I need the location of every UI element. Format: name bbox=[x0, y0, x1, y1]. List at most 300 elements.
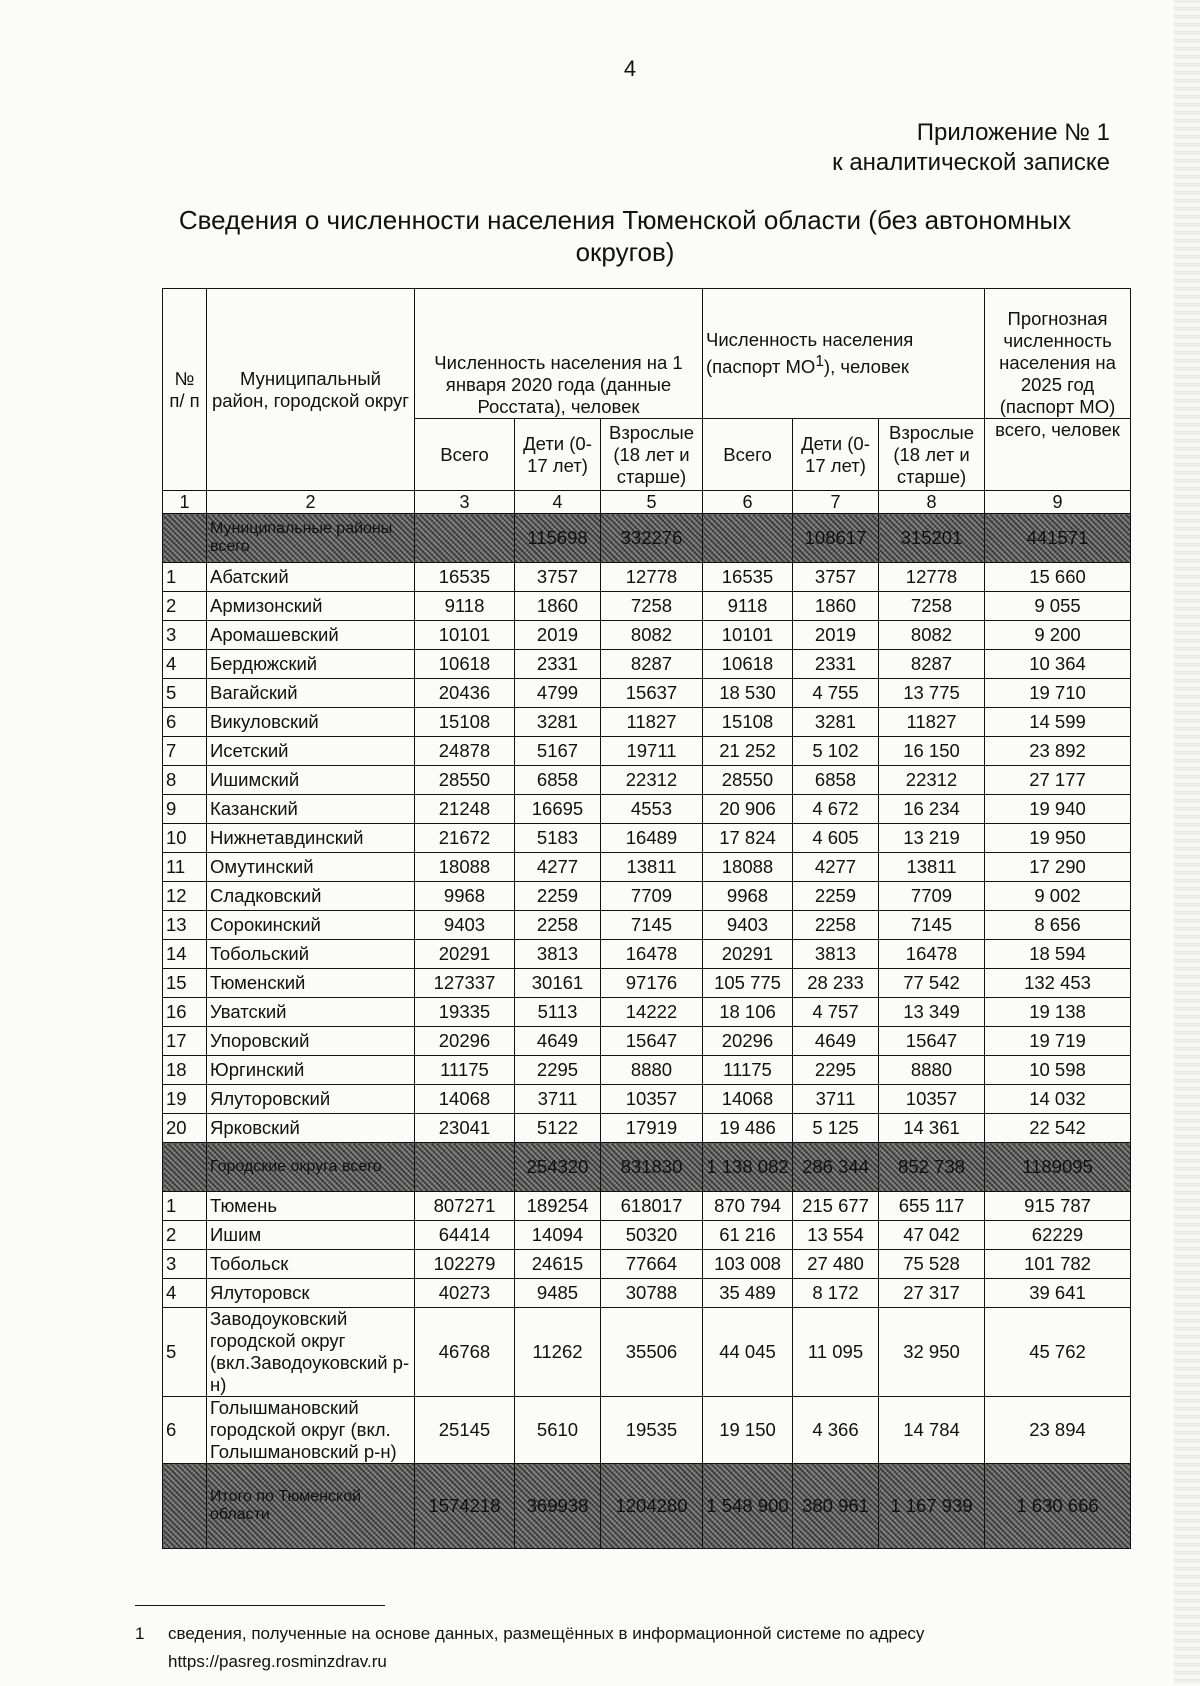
value-cell: 18 530 bbox=[703, 679, 793, 708]
table-row bbox=[163, 853, 1131, 882]
value-cell: 915 787 bbox=[985, 1192, 1131, 1221]
table-row bbox=[163, 737, 1131, 766]
value-cell: 3711 bbox=[515, 1085, 601, 1114]
column-number: 9 bbox=[985, 491, 1131, 514]
value-cell: 20291 bbox=[415, 940, 515, 969]
value-cell: 15108 bbox=[703, 708, 793, 737]
value-cell: 9968 bbox=[415, 882, 515, 911]
value-cell: 14 032 bbox=[985, 1085, 1131, 1114]
value-cell: 10618 bbox=[703, 650, 793, 679]
value-cell: 24615 bbox=[515, 1250, 601, 1279]
row-label: Городские округа всего bbox=[207, 1143, 415, 1192]
value-cell: 13 349 bbox=[879, 998, 985, 1027]
column-number: 3 bbox=[415, 491, 515, 514]
value-cell: 2295 bbox=[793, 1056, 879, 1085]
value-cell: 8 656 bbox=[985, 911, 1131, 940]
value-cell: 1860 bbox=[515, 592, 601, 621]
row-name: Голышмановский городской округ (вкл. Голышмановский р-н) bbox=[207, 1397, 415, 1464]
footnote bbox=[135, 1620, 1035, 1676]
value-cell: 1189095 bbox=[985, 1143, 1131, 1192]
value-cell: 12778 bbox=[879, 563, 985, 592]
value-cell: 1 167 939 bbox=[879, 1464, 985, 1549]
value-cell: 9 200 bbox=[985, 621, 1131, 650]
value-cell: 4553 bbox=[601, 795, 703, 824]
value-cell: 47 042 bbox=[879, 1221, 985, 1250]
value-cell: 127337 bbox=[415, 969, 515, 998]
value-cell: 10101 bbox=[415, 621, 515, 650]
title-line-2: округов) bbox=[575, 237, 675, 267]
row-name: Ярковский bbox=[207, 1114, 415, 1143]
header-forecast-group: Прогнозная численность населения на 2025 год (паспорт МО) bbox=[985, 289, 1131, 419]
value-cell: 20436 bbox=[415, 679, 515, 708]
value-cell: 3757 bbox=[793, 563, 879, 592]
row-index: 20 bbox=[163, 1114, 207, 1143]
row-name: Сладковский bbox=[207, 882, 415, 911]
footnote-separator bbox=[135, 1605, 385, 1606]
column-number: 6 bbox=[703, 491, 793, 514]
value-cell: 21 252 bbox=[703, 737, 793, 766]
value-cell: 75 528 bbox=[879, 1250, 985, 1279]
table-row bbox=[163, 882, 1131, 911]
value-cell: 2331 bbox=[515, 650, 601, 679]
value-cell: 13811 bbox=[601, 853, 703, 882]
table-body bbox=[163, 491, 1131, 1549]
row-name: Омутинский bbox=[207, 853, 415, 882]
row-index: 14 bbox=[163, 940, 207, 969]
row-name: Исетский bbox=[207, 737, 415, 766]
value-cell: 19711 bbox=[601, 737, 703, 766]
footnote-text: сведения, полученные на основе данных, размещённых в информационной системе по адресу bbox=[168, 1624, 925, 1643]
value-cell: 13 219 bbox=[879, 824, 985, 853]
value-cell: 27 480 bbox=[793, 1250, 879, 1279]
value-cell: 12778 bbox=[601, 563, 703, 592]
row-index: 19 bbox=[163, 1085, 207, 1114]
value-cell: 807271 bbox=[415, 1192, 515, 1221]
row-index: 1 bbox=[163, 563, 207, 592]
row-index: 12 bbox=[163, 882, 207, 911]
value-cell: 132 453 bbox=[985, 969, 1131, 998]
value-cell: 10618 bbox=[415, 650, 515, 679]
row-index: 18 bbox=[163, 1056, 207, 1085]
value-cell: 215 677 bbox=[793, 1192, 879, 1221]
value-cell: 10 598 bbox=[985, 1056, 1131, 1085]
value-cell: 9403 bbox=[703, 911, 793, 940]
value-cell: 1204280 bbox=[601, 1464, 703, 1549]
value-cell: 16535 bbox=[703, 563, 793, 592]
row-name: Ялуторовск bbox=[207, 1279, 415, 1308]
value-cell: 5 125 bbox=[793, 1114, 879, 1143]
value-cell: 15108 bbox=[415, 708, 515, 737]
row-index: 3 bbox=[163, 621, 207, 650]
header-forecast-total: всего, человек bbox=[985, 419, 1131, 491]
value-cell: 10101 bbox=[703, 621, 793, 650]
value-cell: 6858 bbox=[793, 766, 879, 795]
row-index: 2 bbox=[163, 592, 207, 621]
value-cell: 5167 bbox=[515, 737, 601, 766]
value-cell: 102279 bbox=[415, 1250, 515, 1279]
value-cell: 9 002 bbox=[985, 882, 1131, 911]
row-name: Викуловский bbox=[207, 708, 415, 737]
row-index: 13 bbox=[163, 911, 207, 940]
value-cell: 3281 bbox=[515, 708, 601, 737]
value-cell: 18 106 bbox=[703, 998, 793, 1027]
row-name: Армизонский bbox=[207, 592, 415, 621]
value-cell: 369938 bbox=[515, 1464, 601, 1549]
table-row bbox=[163, 650, 1131, 679]
value-cell: 286 344 bbox=[793, 1143, 879, 1192]
value-cell: 28 233 bbox=[793, 969, 879, 998]
value-cell: 17 290 bbox=[985, 853, 1131, 882]
value-cell: 11827 bbox=[879, 708, 985, 737]
value-cell: 9118 bbox=[415, 592, 515, 621]
value-cell: 1860 bbox=[793, 592, 879, 621]
value-cell: 40273 bbox=[415, 1279, 515, 1308]
column-number: 4 bbox=[515, 491, 601, 514]
districts-total-row bbox=[163, 514, 1131, 563]
value-cell: 23 894 bbox=[985, 1397, 1131, 1464]
row-index: 6 bbox=[163, 1397, 207, 1464]
value-cell: 315201 bbox=[879, 514, 985, 563]
value-cell: 2019 bbox=[793, 621, 879, 650]
value-cell: 19 150 bbox=[703, 1397, 793, 1464]
value-cell: 24878 bbox=[415, 737, 515, 766]
value-cell: 22312 bbox=[601, 766, 703, 795]
value-cell: 19 138 bbox=[985, 998, 1131, 1027]
value-cell: 61 216 bbox=[703, 1221, 793, 1250]
value-cell: 9118 bbox=[703, 592, 793, 621]
value-cell: 3711 bbox=[793, 1085, 879, 1114]
header-rosstat-children: Дети (0-17 лет) bbox=[515, 419, 601, 491]
value-cell: 17 824 bbox=[703, 824, 793, 853]
value-cell: 7145 bbox=[601, 911, 703, 940]
column-number: 7 bbox=[793, 491, 879, 514]
table-row bbox=[163, 795, 1131, 824]
value-cell: 14094 bbox=[515, 1221, 601, 1250]
value-cell: 25145 bbox=[415, 1397, 515, 1464]
value-cell: 11175 bbox=[415, 1056, 515, 1085]
table-row bbox=[163, 998, 1131, 1027]
value-cell: 189254 bbox=[515, 1192, 601, 1221]
table-row bbox=[163, 708, 1131, 737]
value-cell: 13811 bbox=[879, 853, 985, 882]
value-cell: 4 757 bbox=[793, 998, 879, 1027]
row-name: Аромашевский bbox=[207, 621, 415, 650]
value-cell: 2295 bbox=[515, 1056, 601, 1085]
row-index: 4 bbox=[163, 1279, 207, 1308]
row-index bbox=[163, 514, 207, 563]
column-number: 1 bbox=[163, 491, 207, 514]
value-cell: 19535 bbox=[601, 1397, 703, 1464]
value-cell: 1574218 bbox=[415, 1464, 515, 1549]
column-number: 5 bbox=[601, 491, 703, 514]
value-cell: 28550 bbox=[415, 766, 515, 795]
row-index: 6 bbox=[163, 708, 207, 737]
document-title bbox=[150, 204, 1100, 268]
table-row bbox=[163, 766, 1131, 795]
value-cell: 77664 bbox=[601, 1250, 703, 1279]
value-cell: 16535 bbox=[415, 563, 515, 592]
value-cell: 4649 bbox=[515, 1027, 601, 1056]
row-index: 3 bbox=[163, 1250, 207, 1279]
value-cell: 618017 bbox=[601, 1192, 703, 1221]
row-name: Тюмень bbox=[207, 1192, 415, 1221]
table-row bbox=[163, 679, 1131, 708]
value-cell: 20291 bbox=[703, 940, 793, 969]
value-cell: 5122 bbox=[515, 1114, 601, 1143]
value-cell: 4277 bbox=[793, 853, 879, 882]
row-name: Вагайский bbox=[207, 679, 415, 708]
value-cell: 14068 bbox=[703, 1085, 793, 1114]
table-row bbox=[163, 1279, 1131, 1308]
table-row bbox=[163, 1056, 1131, 1085]
row-name: Нижнетавдинский bbox=[207, 824, 415, 853]
value-cell: 441571 bbox=[985, 514, 1131, 563]
value-cell: 13 554 bbox=[793, 1221, 879, 1250]
value-cell: 15647 bbox=[879, 1027, 985, 1056]
appendix-line-1: Приложение № 1 bbox=[916, 119, 1110, 146]
value-cell: 8287 bbox=[879, 650, 985, 679]
value-cell: 16478 bbox=[601, 940, 703, 969]
row-index bbox=[163, 1464, 207, 1549]
column-number: 8 bbox=[879, 491, 985, 514]
value-cell: 2019 bbox=[515, 621, 601, 650]
value-cell: 10357 bbox=[879, 1085, 985, 1114]
table-row bbox=[163, 563, 1131, 592]
value-cell: 45 762 bbox=[985, 1308, 1131, 1397]
row-index: 11 bbox=[163, 853, 207, 882]
row-name: Заводоуковский городской округ (вкл.Заводоуковский р-н) bbox=[207, 1308, 415, 1397]
row-name: Казанский bbox=[207, 795, 415, 824]
column-number-row bbox=[163, 491, 1131, 514]
value-cell: 8880 bbox=[879, 1056, 985, 1085]
value-cell: 332276 bbox=[601, 514, 703, 563]
appendix-caption bbox=[832, 118, 1110, 178]
value-cell: 20 906 bbox=[703, 795, 793, 824]
table-row bbox=[163, 824, 1131, 853]
header-passport-total: Всего bbox=[703, 419, 793, 491]
value-cell: 17919 bbox=[601, 1114, 703, 1143]
value-cell: 115698 bbox=[515, 514, 601, 563]
value-cell: 10357 bbox=[601, 1085, 703, 1114]
value-cell: 5 102 bbox=[793, 737, 879, 766]
row-index: 9 bbox=[163, 795, 207, 824]
table-row bbox=[163, 1192, 1131, 1221]
value-cell: 23041 bbox=[415, 1114, 515, 1143]
value-cell: 7258 bbox=[601, 592, 703, 621]
appendix-line-2: к аналитической записке bbox=[832, 149, 1110, 176]
value-cell: 5113 bbox=[515, 998, 601, 1027]
value-cell: 380 961 bbox=[793, 1464, 879, 1549]
value-cell: 16695 bbox=[515, 795, 601, 824]
header-district: Муниципальный район, городской округ bbox=[207, 289, 415, 491]
value-cell: 14 784 bbox=[879, 1397, 985, 1464]
value-cell: 4 755 bbox=[793, 679, 879, 708]
row-index: 4 bbox=[163, 650, 207, 679]
footnote-ref: 1 bbox=[815, 352, 824, 370]
value-cell: 8082 bbox=[601, 621, 703, 650]
row-name: Бердюжский bbox=[207, 650, 415, 679]
value-cell: 15637 bbox=[601, 679, 703, 708]
column-number: 2 bbox=[207, 491, 415, 514]
value-cell: 16 150 bbox=[879, 737, 985, 766]
value-cell: 8287 bbox=[601, 650, 703, 679]
value-cell: 8 172 bbox=[793, 1279, 879, 1308]
value-cell: 3813 bbox=[793, 940, 879, 969]
cities-total-row bbox=[163, 1143, 1131, 1192]
value-cell: 103 008 bbox=[703, 1250, 793, 1279]
value-cell: 14 361 bbox=[879, 1114, 985, 1143]
value-cell: 18 594 bbox=[985, 940, 1131, 969]
row-name: Абатский bbox=[207, 563, 415, 592]
value-cell: 15647 bbox=[601, 1027, 703, 1056]
value-cell: 16478 bbox=[879, 940, 985, 969]
value-cell bbox=[415, 514, 515, 563]
value-cell: 7709 bbox=[879, 882, 985, 911]
row-index: 1 bbox=[163, 1192, 207, 1221]
value-cell: 14222 bbox=[601, 998, 703, 1027]
row-index: 7 bbox=[163, 737, 207, 766]
value-cell: 21248 bbox=[415, 795, 515, 824]
value-cell: 35 489 bbox=[703, 1279, 793, 1308]
value-cell: 30161 bbox=[515, 969, 601, 998]
row-name: Тобольский bbox=[207, 940, 415, 969]
value-cell: 2258 bbox=[793, 911, 879, 940]
row-name: Юргинский bbox=[207, 1056, 415, 1085]
footnote-url: https://pasreg.rosminzdrav.ru bbox=[168, 1652, 387, 1671]
value-cell: 39 641 bbox=[985, 1279, 1131, 1308]
row-name: Тюменский bbox=[207, 969, 415, 998]
row-name: Упоровский bbox=[207, 1027, 415, 1056]
row-label: Итого по Тюменской области bbox=[207, 1464, 415, 1549]
value-cell: 831830 bbox=[601, 1143, 703, 1192]
value-cell: 9485 bbox=[515, 1279, 601, 1308]
value-cell: 9 055 bbox=[985, 592, 1131, 621]
value-cell: 11262 bbox=[515, 1308, 601, 1397]
passport-group-text-b: ), человек bbox=[823, 356, 909, 378]
grand-total-row bbox=[163, 1464, 1131, 1549]
value-cell: 32 950 bbox=[879, 1308, 985, 1397]
value-cell: 18088 bbox=[415, 853, 515, 882]
header-rosstat-adults: Взрослые (18 лет и старше) bbox=[601, 419, 703, 491]
value-cell: 5183 bbox=[515, 824, 601, 853]
value-cell: 3757 bbox=[515, 563, 601, 592]
value-cell: 254320 bbox=[515, 1143, 601, 1192]
value-cell: 3813 bbox=[515, 940, 601, 969]
table-row bbox=[163, 1221, 1131, 1250]
value-cell: 27 317 bbox=[879, 1279, 985, 1308]
title-line-1: Сведения о численности населения Тюменской области (без автономных bbox=[178, 205, 1072, 235]
value-cell: 4 605 bbox=[793, 824, 879, 853]
value-cell: 46768 bbox=[415, 1308, 515, 1397]
value-cell: 8082 bbox=[879, 621, 985, 650]
table-row bbox=[163, 1250, 1131, 1279]
value-cell: 2259 bbox=[793, 882, 879, 911]
value-cell: 7709 bbox=[601, 882, 703, 911]
table-row bbox=[163, 911, 1131, 940]
value-cell: 852 738 bbox=[879, 1143, 985, 1192]
value-cell: 44 045 bbox=[703, 1308, 793, 1397]
table-row bbox=[163, 940, 1131, 969]
row-index: 16 bbox=[163, 998, 207, 1027]
value-cell: 22312 bbox=[879, 766, 985, 795]
value-cell: 11175 bbox=[703, 1056, 793, 1085]
value-cell: 101 782 bbox=[985, 1250, 1131, 1279]
value-cell: 77 542 bbox=[879, 969, 985, 998]
value-cell: 4 366 bbox=[793, 1397, 879, 1464]
value-cell: 108617 bbox=[793, 514, 879, 563]
value-cell: 64414 bbox=[415, 1221, 515, 1250]
value-cell: 4277 bbox=[515, 853, 601, 882]
value-cell: 4799 bbox=[515, 679, 601, 708]
value-cell: 4 672 bbox=[793, 795, 879, 824]
value-cell: 50320 bbox=[601, 1221, 703, 1250]
table-row bbox=[163, 1114, 1131, 1143]
value-cell: 10 364 bbox=[985, 650, 1131, 679]
population-table bbox=[162, 288, 1131, 1549]
value-cell: 19 719 bbox=[985, 1027, 1131, 1056]
value-cell: 1 138 082 bbox=[703, 1143, 793, 1192]
row-index: 5 bbox=[163, 1308, 207, 1397]
value-cell: 9968 bbox=[703, 882, 793, 911]
row-label: Муниципальные районы всего bbox=[207, 514, 415, 563]
row-index bbox=[163, 1143, 207, 1192]
header-rosstat-group: Численность населения на 1 января 2020 года (данные Росстата), человек bbox=[415, 289, 703, 419]
value-cell: 655 117 bbox=[879, 1192, 985, 1221]
value-cell: 30788 bbox=[601, 1279, 703, 1308]
row-name: Ишимский bbox=[207, 766, 415, 795]
row-index: 5 bbox=[163, 679, 207, 708]
value-cell: 27 177 bbox=[985, 766, 1131, 795]
row-name: Сорокинский bbox=[207, 911, 415, 940]
row-name: Ялуторовский bbox=[207, 1085, 415, 1114]
value-cell: 9403 bbox=[415, 911, 515, 940]
value-cell: 23 892 bbox=[985, 737, 1131, 766]
value-cell: 20296 bbox=[415, 1027, 515, 1056]
value-cell: 20296 bbox=[703, 1027, 793, 1056]
value-cell: 19 940 bbox=[985, 795, 1131, 824]
value-cell: 19 710 bbox=[985, 679, 1131, 708]
value-cell: 19 486 bbox=[703, 1114, 793, 1143]
header-rosstat-total: Всего bbox=[415, 419, 515, 491]
value-cell: 2331 bbox=[793, 650, 879, 679]
row-name: Ишим bbox=[207, 1221, 415, 1250]
row-name: Уватский bbox=[207, 998, 415, 1027]
row-name: Тобольск bbox=[207, 1250, 415, 1279]
value-cell: 1 630 666 bbox=[985, 1464, 1131, 1549]
scan-edge bbox=[1174, 0, 1200, 1686]
table-row bbox=[163, 1027, 1131, 1056]
value-cell: 62229 bbox=[985, 1221, 1131, 1250]
value-cell: 19 950 bbox=[985, 824, 1131, 853]
value-cell: 97176 bbox=[601, 969, 703, 998]
table-row bbox=[163, 1085, 1131, 1114]
value-cell: 21672 bbox=[415, 824, 515, 853]
table-row bbox=[163, 1308, 1131, 1397]
value-cell: 11 095 bbox=[793, 1308, 879, 1397]
row-index: 10 bbox=[163, 824, 207, 853]
header-passport-group bbox=[703, 289, 985, 419]
header-passport-adults: Взрослые (18 лет и старше) bbox=[879, 419, 985, 491]
value-cell: 3281 bbox=[793, 708, 879, 737]
value-cell: 13 775 bbox=[879, 679, 985, 708]
value-cell: 105 775 bbox=[703, 969, 793, 998]
table-row bbox=[163, 592, 1131, 621]
value-cell: 35506 bbox=[601, 1308, 703, 1397]
value-cell: 7258 bbox=[879, 592, 985, 621]
table-row bbox=[163, 621, 1131, 650]
value-cell: 28550 bbox=[703, 766, 793, 795]
value-cell: 7145 bbox=[879, 911, 985, 940]
